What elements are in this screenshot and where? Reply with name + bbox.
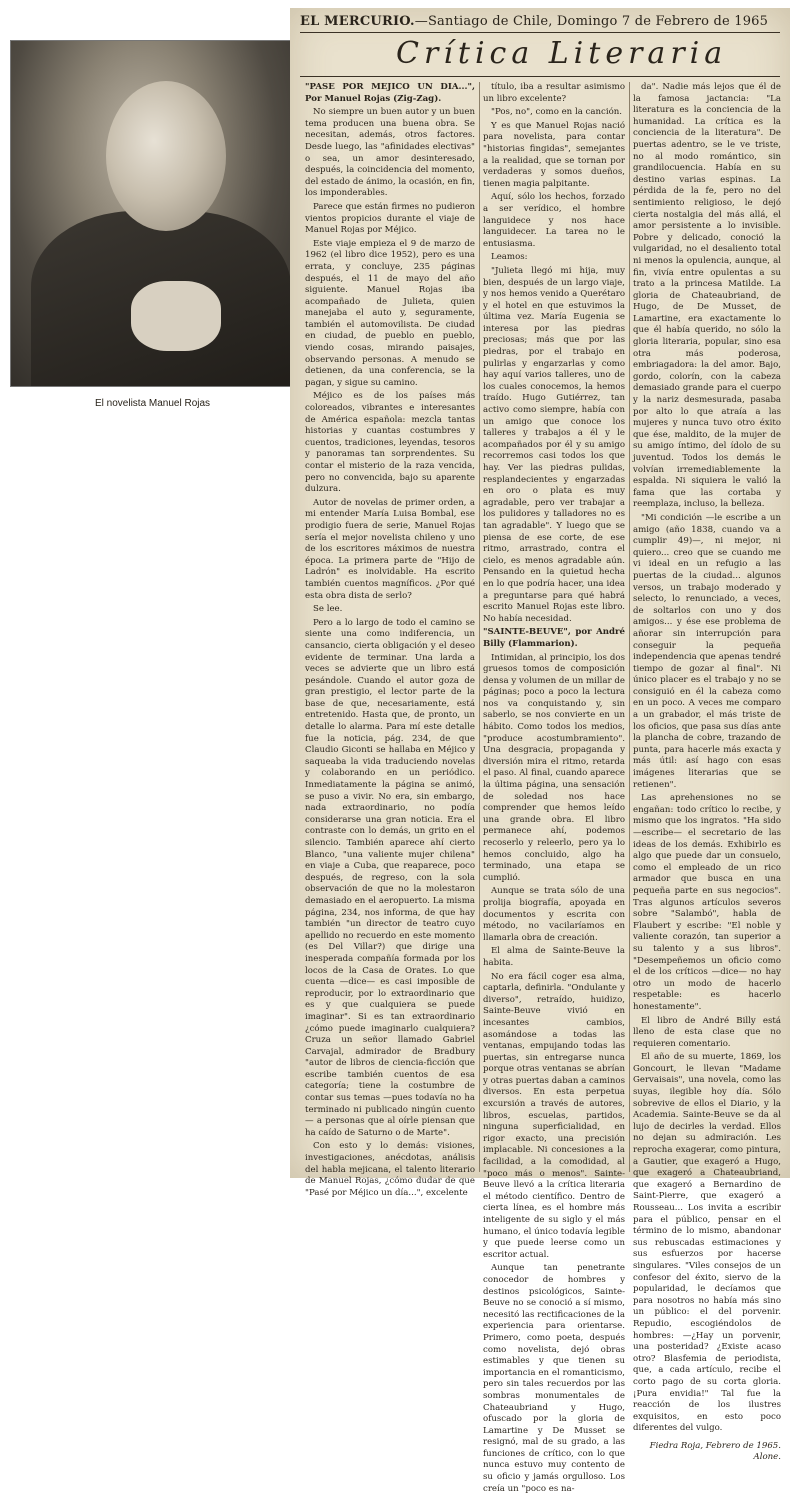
- paragraph: Aunque se trata sólo de una prolija biografía, apoyada en documentos y escrita con método, no vacilaríamos en llamarla obra de creación.: [483, 886, 625, 943]
- paragraph: Este viaje empieza el 9 de marzo de 1962 (el libro dice 1952), pero es una errata, y concluye, 235 páginas después, el 11 de mayo del año siguiente. Manuel Rojas iba acompañado de Julieta, quien manejaba el auto y, seguramente, también el automovilista. De ciudad en ciudad, de pueblo en pueblo, viendo cosas, mirando paisajes, observando personas. A menudo se detienen, da una conferencia, se la pagan, y sigue su camino.: [305, 238, 475, 388]
- section-title: Crítica Literaria: [396, 36, 728, 71]
- paragraph: Se lee.: [313, 604, 343, 615]
- signature: Fiedra Roja, Febrero de 1965. Alone.: [649, 1440, 781, 1463]
- newspaper-header: [300, 14, 780, 29]
- paragraph: Aunque tan penetrante conocedor de hombres y destinos psicológicos, Sainte-Beuve no se conoció a sí mismo, necesitó las rectificaciones de la experiencia para orientarse. Primero, como poeta, después como novelista, dejó obras estimables y que tienen su importancia en el romanticismo, pero sin tales recuerdos por las sombras monumentales de Chateaubriand y Hugo, ofuscado por la gloria de Lamartine y De Musset se resignó, mal de su grado, a las funciones de crítico, con lo que nunca estuvo muy contento de su oficio y jamás orgulloso. Los creía un "poco es na-: [483, 1263, 625, 1494]
- paragraph: "Julieta llegó mi hija, muy bien, después de un largo viaje, y nos hemos venido a Querétaro y el hotel en que estuvimos la última vez. María Eugenia se interesa por las piedras preciosas; más que por las piedras, por el trabajo en pulirlas y engarzarlas y como hay aquí varios talleres, uno de los cuales conocemos, la hemos traído. Hugo Gutiérrez, tan activo como siempre, había con un amigo que conoce los talleres y trabajos a él y le acompañados por él y su amigo recorremos casi todos los que hay. Ver las piedras pulidas, resplandecientes y engarzadas en oro o plata es muy agradable, pero ver trabajar a los pulidores y talladores no es tan agradable". Y luego que se piensa de ese corte, de ese ritmo, arrastrado, contra el cielo, es menos agradable aún. Pensando en la quietud hecha en lo que podría hacer, una idea a preguntarse para qué habrá escrito Manuel Rojas este libro. No había necesidad.: [483, 265, 625, 624]
- paragraph: "Pos, no", como en la canción.: [491, 107, 623, 118]
- paragraph: Leamos:: [491, 252, 528, 263]
- paragraph: El libro de André Billy está lleno de esta clase que no requieren comentario.: [633, 1015, 781, 1049]
- column-divider: [479, 82, 480, 1172]
- title-rule: [300, 76, 780, 77]
- photo-figure-face: [106, 81, 226, 231]
- paragraph: título, iba a resultar asimismo un libro excelente?: [483, 82, 625, 104]
- paragraph: El año de su muerte, 1869, los Goncourt, le llevan "Madame Gervaisais", una novela, como las suyas, ilegible hoy día. Sólo sobrevive de ellos el Diario, y la Academia. Sainte-Beuve se da al lujo de decirles la verdad. Ellos no dejan su admiración. Les reprocha exagerar, como pintura, a Gautier, que exageró a Hugo, que exageró a Chateaubriand, que exageró a Bernardino de Saint-Pierre, que exageró a Rousseau... Los invita a escribir para el público, pensar en el término de lo mismo, abandonar sus rebuscadas estimaciones y sus esfuerzos por hacerse singulares. "Viles consejos de un confesor del éxito, siervo de la popularidad, le decíamos que para nosotros no había más sino un público: el del porvenir. Repudio, escogiéndolos de hombres: —¿Hay un porvenir, una posteridad? ¿Existe acaso otro? Blasfemia de periodista, que, a cada artículo, recibe el corto pago de su corta gloria. ¡Pura envidia!" Tal fue la reacción de los ilustres exquisitos, en esto poco diferentes del vulgo.: [633, 1052, 781, 1434]
- header-rule: [300, 32, 780, 33]
- paragraph: No era fácil coger esa alma, captarla, definirla. "Ondulante y diverso", retraído, huidizo, Sainte-Beuve vivió en incesantes cambios, asomándose a todas las ventanas, empujando todas las puertas, sin entregarse nunca porque otras ventanas se abrían y otras puertas daban a caminos diversos. En esta perpetua excursión a través de autores, libros, escuelas, partidos, ninguna superficialidad, en rigor exacto, una precisión implacable. Ni concesiones a la facilidad, a la comodidad, al "poco más o menos". Sainte-Beuve llevó a la crítica literaria el método científico. Dentro de cierta línea, es el hombre más inteligente de su siglo y el más humano, el único todavía legible y que puede leerse como un escritor actual.: [483, 971, 625, 1260]
- article-column-3: [633, 82, 781, 1463]
- article-column-2: [483, 82, 625, 1494]
- masthead: EL MERCURIO.: [300, 14, 415, 29]
- paragraph: Pero a lo largo de todo el camino se siente una como indiferencia, un cansancio, cierta obligación y el deseo evidente de terminar. Una larda a veces se advierte que un libro está pesándole. Cuando el autor goza de gran prestigio, el lector parte de la base de que, necesariamente, está entretenido. Hasta que, de pronto, un detalle lo alarma. Para mí este detalle fue la noticia, pág. 234, de que Claudio Giconti se hallaba en Méjico y saqueaba la vida traduciendo novelas y colaborando en un periódico. Inmediatamente la página se animó, se puso a vivir. No era, sin embargo, nada extraordinario, no podía considerarse una gran noticia. Era el contraste con lo demás, un grito en el silencio. También aparece ahí cierto Blanco, "una valiente mujer chilena" en viaje a Cuba, que reaparece, poco después, de regreso, con la sola observación de que no la molestaron demasiado en el aeropuerto. La misma página, 234, nos informa, de que hay también "un director de teatro cuyo apellido no recuerdo en este momento (es Del Villar?) que dirige una inesperada compañía formada por los locos de la Casa de Orates. Lo que cuenta —dice— es casi imposible de reproducir, por lo extraordinario que es y que cualquiera se puede imaginar". Si es tan extraordinario ¿cómo puede imaginarlo cualquiera? Cruza un señor llamado Gabriel Carvajal, admirador de Bradbury "autor de libros de ciencia-ficción que escribe también cuentos de esa categoría; tiene la costumbre de contar sus temas —pues todavía no ha terminado ni publicado ningún cuento— a personas que al oírle piensan que ha caído de Saturno o de Marte".: [305, 617, 475, 1138]
- paragraph: Méjico es de los países más coloreados, vibrantes e interesantes de América española: mezcla tantas historias y cuantas costumbres y cuentos, tradiciones, leyendas, tesoros y panoramas tan sorprendentes. Su contar el misterio de la raza vencida, pero no convencida, bajo su aparente dulzura.: [305, 391, 475, 495]
- review-heading: "SAINTE-BEUVE", por André Billy (Flammarion).: [483, 627, 625, 649]
- paragraph: No siempre un buen autor y un buen tema producen una buena obra. Se necesitan, además, otros factores. Desde luego, las "afinidades electivas" o sea, un amor desinteresado, después, la coincidencia del momento, del estado de ánimo, la ocasión, en fin, los imponderables.: [305, 107, 475, 199]
- paragraph: da". Nadie más lejos que él de la famosa jactancia: "La literatura es la conciencia de la humanidad. La crítica es la conciencia de la literatura". De puertas adentro, se le ve triste, no al modo romántico, sin grandilocuencia. Había en su destino varias espinas. La pérdida de la fe, pero no del sentimiento religioso, le dejó cierta nostalgia del más allá, el amor persistente a lo invisible. Pobre y delicado, conoció la vulgaridad, no el desaliento total ni menos la opulencia, aunque, al fin, vivía entre opulentas a su trato a la princesa Matilde. La gloria de Chateaubriand, de Hugo, de De Musset, de Lamartine, era exactamente lo que él había querido, no sólo la gloria literaria, popular, sino esa otra más poderosa, embriagadora: la del amor. Bajo, gordo, colorín, con la cabeza demasiado grande para el cuerpo y la nariz desmesurada, pasaba por alto lo que atraía a las mujeres y nunca tuvo otro éxito que ése, maldito, de la mujer de su amigo íntimo, del ídolo de su juventud. Todos los demás le volvían irremediablemente la espalda. Ni siquiera le valió la fama que las cortaba y reemplaza, incluso, la belleza.: [633, 82, 781, 510]
- paragraph: Aquí, sólo los hechos, forzado a ser verídico, el hombre languidece y nos hace languidecer. La tarea no le entusiasma.: [483, 192, 625, 249]
- column-divider: [629, 82, 630, 1172]
- review-heading: "PASE POR MEJICO UN DIA...", Por Manuel Rojas (Zig-Zag).: [305, 82, 475, 104]
- paragraph: Las aprehensiones no se engañan: todo crítico lo recibe, y mismo que los ingratos. "Ha sido —escribe— el secretario de las ideas de los demás. Exhibirlo es algo que puede dar un consuelo, como el empleado de un rico armador que busca en una pequeña parte en sus negocios". Tras algunos artículos severos sobre "Salambó", habla de Flaubert y escribe: "El noble y valiente corazón, tan superior a su talento y a sus libros". "Desempeñemos un oficio como el de los críticos —dice— no hay otro un modo de hacerlo respetable: es hacerlo honestamente".: [633, 793, 781, 1012]
- paragraph: Parece que están firmes no pudieron vientos propicios durante el viaje de Manuel Rojas por Méjico.: [305, 201, 475, 236]
- paragraph: El alma de Sainte-Beuve la habita.: [483, 946, 625, 968]
- paragraph: Y es que Manuel Rojas nació para novelista, para contar "historias fingidas", semejantes a la realidad, que se tornan por verdaderas y somos dueños, tienen magia palpitante.: [483, 120, 625, 189]
- paragraph: Intimidan, al principio, los dos gruesos tomos de composición densa y volumen de un millar de páginas; poco a poco la lectura nos va conquistando y, sin saberlo, se nos convierte en un hábito. Como todos los medios, "produce acostumbramiento". Una desgracia, propaganda y diversión mira el ritmo, retarda el paso. Al final, cuando aparece la última página, una sensación de soledad nos hace comprender que hemos leído una grande obra. El libro permanece ahí, podemos recoserlo y releerlo, pero ya lo hemos concluido, algo ha terminado, una etapa se cumplió.: [483, 652, 625, 883]
- article-column-1: [305, 82, 475, 1198]
- photo-caption: El novelista Manuel Rojas: [95, 398, 211, 409]
- paragraph: Con esto y lo demás: visiones, investigaciones, anécdotas, análisis del habla mejicana, el talento literario de Manuel Rojas, ¿cómo dudar de que "Pasé por Méjico un día...", excelente: [305, 1141, 475, 1198]
- paragraph: Autor de novelas de primer orden, a mi entender María Luisa Bombal, ese prodigio fuera de serie, Manuel Rojas sería el mejor novelista chileno y uno de los escritores máximos de nuestra época. La primera parte de "Hijo de Ladrón" es inolvidable. Ha escrito también cuentos magníficos. ¿Por qué esta obra dista de serlo?: [305, 497, 475, 601]
- author-photo: [10, 40, 302, 387]
- photo-figure-hand: [131, 281, 221, 351]
- paragraph: "Mi condición —le escribe a un amigo (año 1838, cuando va a cumplir 49)—, ni mejor, ni quiero... creo que se cuando me vi ideal en un refugio a las puertas de la ciudad... algunos versos, un trabajo moderado y selecto, lo renunciado, a veces, de soltarlos con uno y dos amigos... y ése ese problema de añorar sin interrupción para conseguir la pequeña independencia que apenas tendré tiempo de gozar al final". Ni único placer es el trabajo y no se consiguió en él la cabeza como en un poco. A veces me comparo a un grabador, el más triste de los oficios, que pasa sus días ante la plancha de cobre, trazando de punta, para hacerle más exacta y más útil: así hago con esas imágenes literarias que se retienen".: [633, 512, 781, 790]
- dateline: —Santiago de Chile, Domingo 7 de Febrero de 1965: [414, 14, 769, 29]
